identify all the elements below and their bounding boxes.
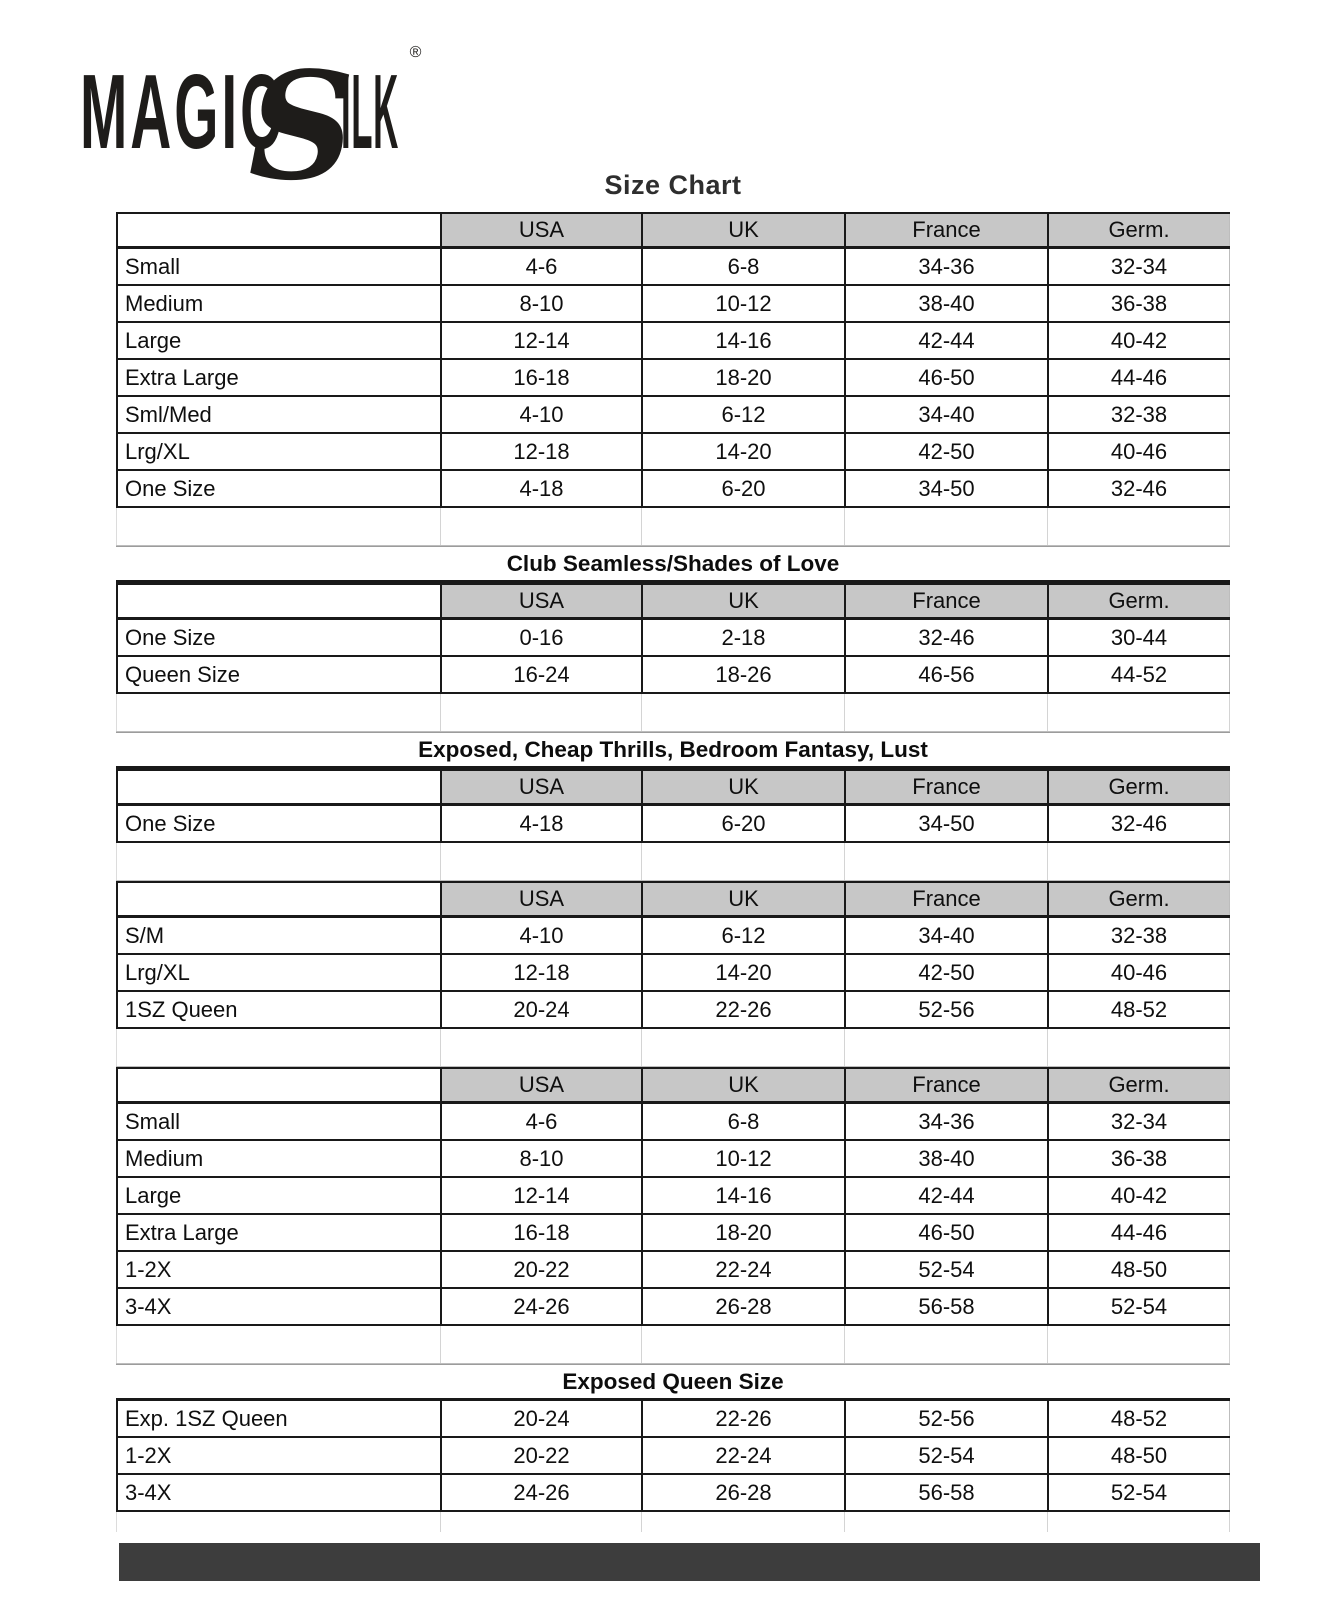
size-value-cell: 26-28 [641, 1475, 844, 1510]
spacer-cell [844, 508, 1047, 545]
size-value-cell: 32-38 [1047, 918, 1230, 953]
size-value-cell: 36-38 [1047, 286, 1230, 321]
brand-logo [80, 38, 422, 214]
size-value-cell: 52-54 [844, 1252, 1047, 1287]
spacer-row [116, 508, 1230, 546]
footer-bar [119, 1543, 1260, 1581]
size-value-cell: 6-20 [641, 806, 844, 841]
spacer-cell [440, 843, 641, 880]
size-value-cell: 34-36 [844, 249, 1047, 284]
spacer-cell [641, 1029, 844, 1066]
size-row [116, 1141, 1230, 1178]
section-title-row [116, 732, 1230, 769]
size-value-cell: 12-14 [440, 1178, 641, 1213]
size-value-cell: 4-18 [440, 471, 641, 506]
size-value-cell: 4-10 [440, 918, 641, 953]
column-header-cell: USA [440, 771, 641, 803]
spacer-cell [1047, 843, 1230, 880]
column-header-cell: UK [641, 771, 844, 803]
size-value-cell: 6-8 [641, 1104, 844, 1139]
size-value-cell: 14-16 [641, 1178, 844, 1213]
size-value-cell: 22-24 [641, 1252, 844, 1287]
size-label-cell: Large [116, 323, 440, 358]
size-row [116, 918, 1230, 955]
spacer-cell [1047, 508, 1230, 545]
spacer-cell [116, 843, 440, 880]
size-value-cell: 32-34 [1047, 1104, 1230, 1139]
size-row [116, 1289, 1230, 1326]
size-label-cell: Sml/Med [116, 397, 440, 432]
size-value-cell: 6-12 [641, 918, 844, 953]
size-value-cell: 40-46 [1047, 955, 1230, 990]
column-header-cell: Germ. [1047, 214, 1230, 246]
column-header-cell: France [844, 585, 1047, 617]
spacer-cell [116, 1326, 440, 1363]
size-row [116, 657, 1230, 694]
size-value-cell: 12-18 [440, 434, 641, 469]
size-value-cell: 8-10 [440, 286, 641, 321]
spacer-cell [440, 1326, 641, 1363]
column-header-cell: USA [440, 585, 641, 617]
spacer-cell [116, 508, 440, 545]
size-value-cell: 56-58 [844, 1475, 1047, 1510]
spacer-cell [1047, 1512, 1230, 1532]
size-label-cell: Extra Large [116, 360, 440, 395]
size-value-cell: 8-10 [440, 1141, 641, 1176]
size-value-cell: 26-28 [641, 1289, 844, 1324]
size-label-cell: 3-4X [116, 1475, 440, 1510]
row-label-header-cell [116, 883, 440, 915]
size-value-cell: 32-46 [1047, 471, 1230, 506]
spacer-cell [440, 1029, 641, 1066]
size-value-cell: 32-46 [844, 620, 1047, 655]
page-title: Size Chart [604, 170, 742, 200]
size-value-cell: 24-26 [440, 1475, 641, 1510]
column-header-cell: Germ. [1047, 1069, 1230, 1101]
size-value-cell: 34-50 [844, 471, 1047, 506]
size-row [116, 620, 1230, 657]
size-row [116, 434, 1230, 471]
column-header-cell: USA [440, 214, 641, 246]
size-label-cell: Lrg/XL [116, 434, 440, 469]
size-row [116, 249, 1230, 286]
size-value-cell: 38-40 [844, 286, 1047, 321]
column-header-row [116, 583, 1230, 620]
column-header-cell: UK [641, 1069, 844, 1101]
size-value-cell: 42-50 [844, 434, 1047, 469]
spacer-cell [1047, 1029, 1230, 1066]
size-label-cell: One Size [116, 620, 440, 655]
size-value-cell: 6-12 [641, 397, 844, 432]
spacer-cell [440, 508, 641, 545]
size-value-cell: 32-46 [1047, 806, 1230, 841]
row-label-header-cell [116, 214, 440, 246]
size-row [116, 1178, 1230, 1215]
row-label-header-cell [116, 1069, 440, 1101]
spacer-cell [641, 508, 844, 545]
size-value-cell: 42-50 [844, 955, 1047, 990]
size-value-cell: 46-50 [844, 1215, 1047, 1250]
size-label-cell: Small [116, 1104, 440, 1139]
size-value-cell: 18-20 [641, 1215, 844, 1250]
spacer-cell [116, 1512, 440, 1532]
size-label-cell: Extra Large [116, 1215, 440, 1250]
column-header-cell: USA [440, 883, 641, 915]
spacer-cell [844, 1326, 1047, 1363]
size-row [116, 1401, 1230, 1438]
spacer-row [116, 1512, 1230, 1532]
size-label-cell: Medium [116, 286, 440, 321]
column-header-cell: France [844, 214, 1047, 246]
size-value-cell: 40-42 [1047, 1178, 1230, 1213]
spacer-cell [641, 694, 844, 731]
size-value-cell: 20-22 [440, 1252, 641, 1287]
spacer-cell [641, 1512, 844, 1532]
section-title: Exposed, Cheap Thrills, Bedroom Fantasy, Lust [418, 736, 928, 762]
column-header-cell: France [844, 883, 1047, 915]
size-row [116, 323, 1230, 360]
column-header-row [116, 769, 1230, 806]
size-value-cell: 46-56 [844, 657, 1047, 692]
row-label-header-cell [116, 771, 440, 803]
size-value-cell: 34-50 [844, 806, 1047, 841]
size-label-cell: One Size [116, 471, 440, 506]
spacer-cell [116, 1029, 440, 1066]
size-value-cell: 18-26 [641, 657, 844, 692]
size-label-cell: 1-2X [116, 1438, 440, 1473]
size-row [116, 955, 1230, 992]
size-row [116, 1215, 1230, 1252]
spacer-cell [440, 1512, 641, 1532]
spacer-cell [1047, 1326, 1230, 1363]
logo-text-silk-ilk: ILK [341, 53, 400, 172]
size-value-cell: 40-42 [1047, 323, 1230, 358]
size-value-cell: 34-36 [844, 1104, 1047, 1139]
size-label-cell: 1SZ Queen [116, 992, 440, 1027]
size-value-cell: 44-46 [1047, 1215, 1230, 1250]
section-title: Club Seamless/Shades of Love [506, 550, 840, 576]
size-label-cell: S/M [116, 918, 440, 953]
size-value-cell: 48-50 [1047, 1438, 1230, 1473]
column-header-row [116, 1067, 1230, 1104]
section-title-row [116, 1364, 1230, 1401]
column-header-row [116, 881, 1230, 918]
size-value-cell: 48-50 [1047, 1252, 1230, 1287]
column-header-cell: France [844, 1069, 1047, 1101]
size-value-cell: 22-26 [641, 1401, 844, 1436]
size-value-cell: 22-24 [641, 1438, 844, 1473]
size-value-cell: 4-18 [440, 806, 641, 841]
size-value-cell: 14-16 [641, 323, 844, 358]
size-value-cell: 0-16 [440, 620, 641, 655]
spacer-cell [440, 694, 641, 731]
spacer-cell [844, 694, 1047, 731]
size-value-cell: 12-14 [440, 323, 641, 358]
spacer-row [116, 843, 1230, 881]
spacer-row [116, 1326, 1230, 1364]
column-header-cell: UK [641, 214, 844, 246]
size-value-cell: 16-24 [440, 657, 641, 692]
spacer-cell [641, 843, 844, 880]
size-value-cell: 6-20 [641, 471, 844, 506]
size-value-cell: 52-56 [844, 992, 1047, 1027]
spacer-cell [844, 843, 1047, 880]
size-value-cell: 34-40 [844, 397, 1047, 432]
size-value-cell: 10-12 [641, 1141, 844, 1176]
size-row [116, 397, 1230, 434]
size-value-cell: 56-58 [844, 1289, 1047, 1324]
size-row [116, 471, 1230, 508]
size-value-cell: 42-44 [844, 1178, 1047, 1213]
column-header-cell: Germ. [1047, 883, 1230, 915]
spacer-cell [844, 1512, 1047, 1532]
size-value-cell: 44-52 [1047, 657, 1230, 692]
size-value-cell: 16-18 [440, 1215, 641, 1250]
size-row [116, 1438, 1230, 1475]
size-value-cell: 46-50 [844, 360, 1047, 395]
spacer-cell [116, 694, 440, 731]
size-value-cell: 30-44 [1047, 620, 1230, 655]
size-value-cell: 14-20 [641, 434, 844, 469]
size-value-cell: 20-22 [440, 1438, 641, 1473]
column-header-cell: UK [641, 883, 844, 915]
size-value-cell: 52-54 [844, 1438, 1047, 1473]
size-value-cell: 42-44 [844, 323, 1047, 358]
size-value-cell: 36-38 [1047, 1141, 1230, 1176]
section-title-row [116, 546, 1230, 583]
column-header-cell: France [844, 771, 1047, 803]
column-header-cell: Germ. [1047, 771, 1230, 803]
size-label-cell: Large [116, 1178, 440, 1213]
size-value-cell: 14-20 [641, 955, 844, 990]
size-value-cell: 32-34 [1047, 249, 1230, 284]
logo-text-silk-s: S [248, 39, 356, 214]
spacer-cell [641, 1326, 844, 1363]
size-label-cell: Medium [116, 1141, 440, 1176]
size-row [116, 992, 1230, 1029]
spacer-row [116, 1029, 1230, 1067]
size-value-cell: 48-52 [1047, 1401, 1230, 1436]
size-value-cell: 40-46 [1047, 434, 1230, 469]
size-value-cell: 52-56 [844, 1401, 1047, 1436]
size-value-cell: 4-6 [440, 1104, 641, 1139]
size-label-cell: Queen Size [116, 657, 440, 692]
size-value-cell: 22-26 [641, 992, 844, 1027]
size-value-cell: 44-46 [1047, 360, 1230, 395]
size-value-cell: 48-52 [1047, 992, 1230, 1027]
logo-text-magic: MAGIC [80, 53, 285, 172]
size-row [116, 1475, 1230, 1512]
size-label-cell: 1-2X [116, 1252, 440, 1287]
column-header-cell: Germ. [1047, 585, 1230, 617]
size-value-cell: 12-18 [440, 955, 641, 990]
spacer-cell [844, 1029, 1047, 1066]
size-tables [116, 212, 1230, 1532]
size-row [116, 1252, 1230, 1289]
size-label-cell: Lrg/XL [116, 955, 440, 990]
size-value-cell: 10-12 [641, 286, 844, 321]
size-value-cell: 16-18 [440, 360, 641, 395]
size-row [116, 806, 1230, 843]
size-value-cell: 34-40 [844, 918, 1047, 953]
size-label-cell: Exp. 1SZ Queen [116, 1401, 440, 1436]
size-value-cell: 6-8 [641, 249, 844, 284]
size-row [116, 360, 1230, 397]
size-label-cell: One Size [116, 806, 440, 841]
size-value-cell: 52-54 [1047, 1289, 1230, 1324]
size-label-cell: Small [116, 249, 440, 284]
size-row [116, 1104, 1230, 1141]
spacer-row [116, 694, 1230, 732]
section-title: Exposed Queen Size [562, 1368, 784, 1394]
row-label-header-cell [116, 585, 440, 617]
size-value-cell: 52-54 [1047, 1475, 1230, 1510]
size-value-cell: 4-6 [440, 249, 641, 284]
registered-trademark-icon: ® [409, 44, 422, 61]
size-value-cell: 38-40 [844, 1141, 1047, 1176]
size-value-cell: 24-26 [440, 1289, 641, 1324]
size-value-cell: 32-38 [1047, 397, 1230, 432]
size-row [116, 286, 1230, 323]
column-header-row [116, 212, 1230, 249]
size-value-cell: 20-24 [440, 1401, 641, 1436]
size-label-cell: 3-4X [116, 1289, 440, 1324]
column-header-cell: USA [440, 1069, 641, 1101]
size-value-cell: 2-18 [641, 620, 844, 655]
column-header-cell: UK [641, 585, 844, 617]
size-value-cell: 20-24 [440, 992, 641, 1027]
size-value-cell: 4-10 [440, 397, 641, 432]
size-value-cell: 18-20 [641, 360, 844, 395]
spacer-cell [1047, 694, 1230, 731]
